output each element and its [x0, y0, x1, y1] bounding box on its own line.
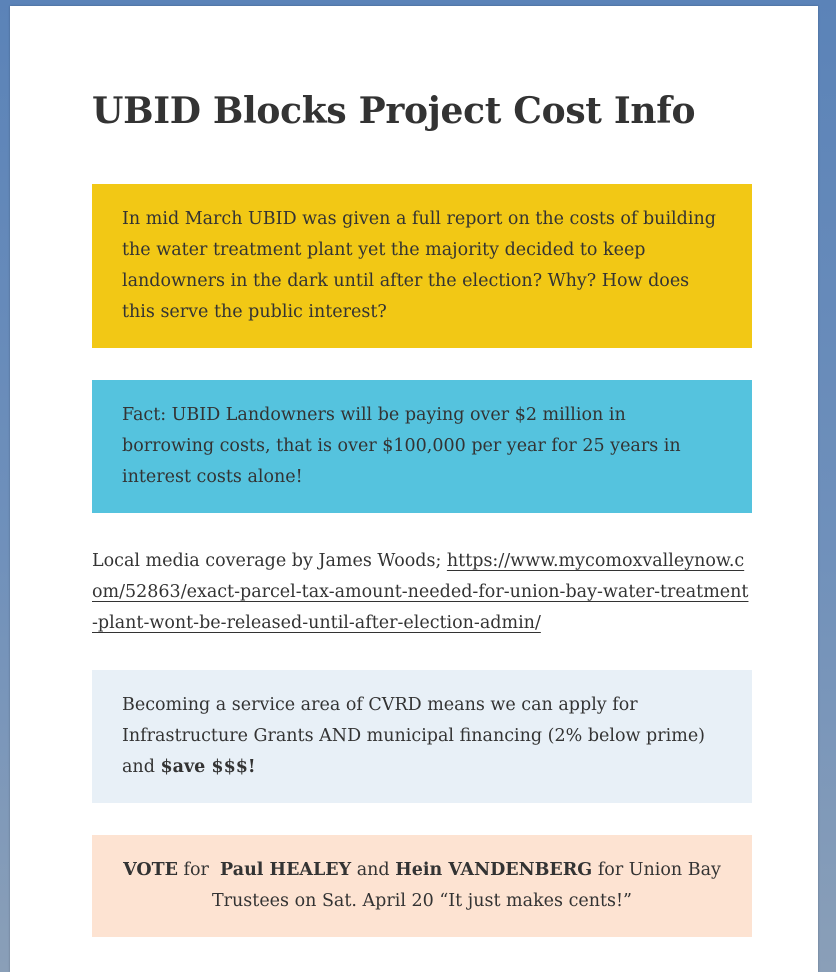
- vote-details-text: for Union Bay Trustees on Sat. April 20 “It just makes cents!”: [212, 860, 721, 911]
- vote-callout: [92, 835, 752, 937]
- borrowing-costs-callout: [92, 380, 752, 513]
- vote-word: VOTE: [123, 860, 178, 880]
- cvrd-service-area-text: Becoming a service area of CVRD means we can apply for Infrastructure Grants AND municipal financing (2% below prime) and: [122, 695, 706, 777]
- media-coverage-paragraph: [92, 546, 752, 639]
- vote-and-text: and: [351, 860, 396, 880]
- election-report-text: In mid March UBID was given a full report on the costs of building the water treatment plant yet the majority decided to keep landowners in the dark until after the election? Why? How does this serve the public interest?: [122, 209, 716, 322]
- document-page: [10, 6, 818, 972]
- borrowing-costs-text: Fact: UBID Landowners will be paying over $2 million in borrowing costs, that is over $100,000 per year for 25 years in interest costs alone!: [122, 405, 681, 487]
- election-report-callout: [92, 184, 752, 348]
- vote-for-text: for: [177, 860, 221, 880]
- save-money-emphasis: $ave $$$!: [160, 757, 256, 777]
- media-coverage-link[interactable]: https://www.mycomoxvalleynow.com/52863/exact-parcel-tax-amount-needed-for-union-bay-water-treatment-plant-wont-be-released-until-after-election-admin/: [92, 551, 749, 633]
- cvrd-service-area-callout: [92, 670, 752, 803]
- page-title: UBID Blocks Project Cost Info: [92, 90, 696, 132]
- candidate-healey: Paul HEALEY: [220, 860, 352, 880]
- candidate-vandenberg: Hein VANDENBERG: [395, 860, 593, 880]
- media-coverage-prefix: Local media coverage by James Woods;: [92, 551, 447, 571]
